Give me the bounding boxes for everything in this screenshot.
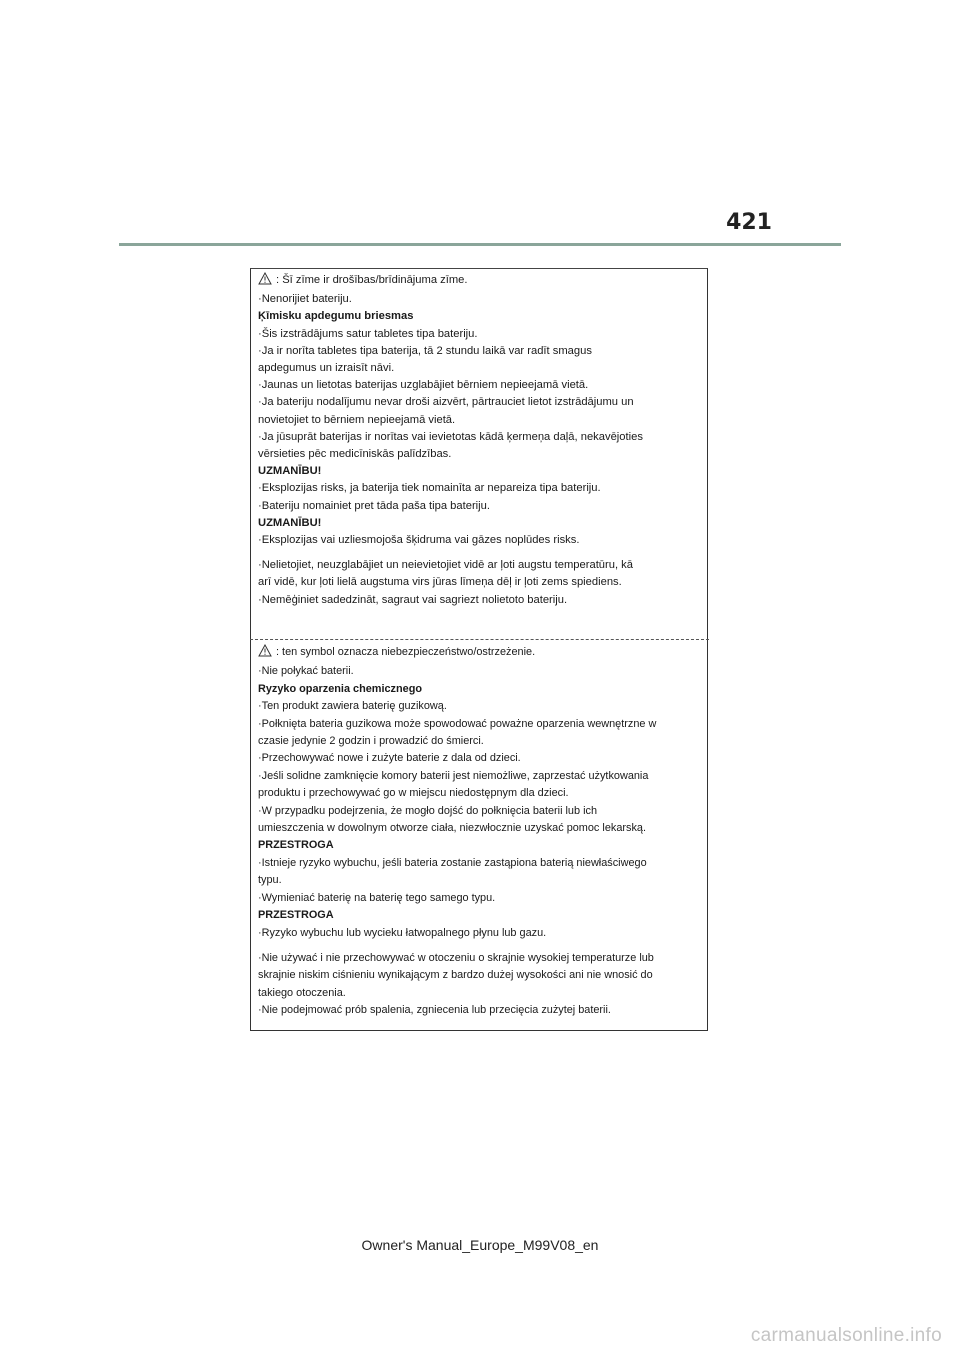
- warning-text-line: ·Ja jūsuprāt baterijas ir norītas vai ievietotas kādā ķermeņa daļā, nekavējoties: [258, 430, 643, 443]
- latvian-text-lines: [258, 291, 699, 609]
- warning-text-line: ·Nelietojiet, neuzglabājiet un neievietojiet vidē ar ļoti augstu temperatūru, kā: [258, 559, 633, 572]
- warning-text-line: ·Ryzyko wybuchu lub wycieku łatwopalnego płynu lub gazu.: [258, 926, 547, 939]
- warning-text-line: ·Eksplozijas risks, ja baterija tiek nomainīta ar nepareiza tipa bateriju.: [258, 482, 601, 495]
- warning-text-line: ·Nie połykać baterii.: [258, 665, 354, 678]
- section-divider: [250, 639, 709, 640]
- warning-heading: PRZESTROGA: [258, 909, 334, 922]
- latvian-symbol-line: [258, 272, 699, 291]
- polish-symbol-line: [258, 644, 699, 663]
- warning-text-line: ·Ja bateriju nodalījumu nevar droši aizvērt, pārtrauciet lietot izstrādājumu un: [258, 396, 634, 409]
- polish-text-lines: [258, 663, 699, 1019]
- warning-heading: Ryzyko oparzenia chemicznego: [258, 682, 423, 695]
- polish-symbol-text: : ten symbol oznacza niebezpieczeństwo/ostrzeżenie.: [276, 646, 536, 658]
- warning-text-line: czasie jedynie 2 godzin i prowadzić do śmierci.: [258, 735, 484, 748]
- warning-text-line: typu.: [258, 874, 282, 887]
- warning-triangle-icon: [258, 644, 272, 663]
- warning-text-line: ·Nie podejmować prób spalenia, zgniecenia lub przecięcia zużytej baterii.: [258, 1004, 611, 1017]
- warning-text-line: produktu i przechowywać go w miejscu niedostępnym dla dzieci.: [258, 787, 569, 800]
- warning-text-line: ·Nie używać i nie przechowywać w otoczeniu o skrajnie wysokiej temperaturze lub: [258, 951, 654, 964]
- warning-text-line: arī vidē, kur ļoti lielā augstuma virs jūras līmeņa dēļ ir ļoti zems spiediens.: [258, 576, 622, 589]
- warning-text-line: ·Nenorijiet bateriju.: [258, 293, 352, 306]
- warning-text-line: ·Ten produkt zawiera baterię guzikową.: [258, 700, 447, 713]
- warning-text-line: ·Wymieniać baterię na baterię tego samego typu.: [258, 891, 496, 904]
- warning-text-line: apdegumus un izraisīt nāvi.: [258, 362, 395, 375]
- page-number: 421: [726, 210, 772, 235]
- latvian-symbol-text: : Šī zīme ir drošības/brīdinājuma zīme.: [276, 274, 468, 286]
- paragraph-gap: [258, 942, 699, 950]
- warning-heading: PRZESTROGA: [258, 839, 334, 852]
- site-watermark: carmanualsonline.info: [750, 1325, 942, 1346]
- warning-text-line: novietojiet to bērniem nepieejamā vietā.: [258, 413, 456, 426]
- manual-footer: Owner's Manual_Europe_M99V08_en: [361, 1237, 599, 1253]
- warning-text-line: ·W przypadku podejrzenia, że mogło dojść do połknięcia baterii lub ich: [258, 804, 597, 817]
- battery-warning-notice: [250, 268, 708, 1031]
- warning-text-line: umieszczenia w dowolnym otworze ciała, niezwłocznie uzyskać pomoc lekarską.: [258, 822, 646, 835]
- warning-triangle-icon: [258, 272, 272, 291]
- header-rule: [119, 243, 841, 246]
- warning-text-line: vērsieties pēc medicīniskās palīdzības.: [258, 448, 452, 461]
- warning-text-line: ·Połknięta bateria guzikowa może spowodować poważne oparzenia wewnętrzne w: [258, 717, 657, 730]
- paragraph-gap: [258, 549, 699, 557]
- warning-text-line: ·Šis izstrādājums satur tabletes tipa bateriju.: [258, 327, 478, 340]
- warning-text-line: ·Ja ir norīta tabletes tipa baterija, tā 2 stundu laikā var radīt smagus: [258, 344, 592, 357]
- warning-text-line: skrajnie niskim ciśnieniu wynikającym z bardzo dużej wysokości ani nie wnosić do: [258, 969, 653, 982]
- warning-heading: Ķīmisku apdegumu briesmas: [258, 310, 414, 323]
- latvian-warning-section: [251, 272, 707, 609]
- warning-text-line: ·Przechowywać nowe i zużyte baterie z dala od dzieci.: [258, 752, 521, 765]
- warning-text-line: ·Nemēģiniet sadedzināt, sagraut vai sagriezt nolietoto bateriju.: [258, 593, 568, 606]
- warning-heading: UZMANĪBU!: [258, 516, 322, 529]
- warning-text-line: ·Bateriju nomainiet pret tāda paša tipa bateriju.: [258, 499, 490, 512]
- polish-warning-section: [251, 644, 707, 1020]
- warning-text-line: ·Istnieje ryzyko wybuchu, jeśli bateria zostanie zastąpiona baterią niewłaściwego: [258, 856, 647, 869]
- warning-heading: UZMANĪBU!: [258, 465, 322, 478]
- warning-text-line: takiego otoczenia.: [258, 986, 346, 999]
- warning-text-line: ·Jeśli solidne zamknięcie komory baterii jest niemożliwe, zaprzestać użytkowania: [258, 769, 649, 782]
- warning-text-line: ·Jaunas un lietotas baterijas uzglabājiet bērniem nepieejamā vietā.: [258, 379, 589, 392]
- warning-text-line: ·Eksplozijas vai uzliesmojoša šķidruma vai gāzes noplūdes risks.: [258, 534, 580, 547]
